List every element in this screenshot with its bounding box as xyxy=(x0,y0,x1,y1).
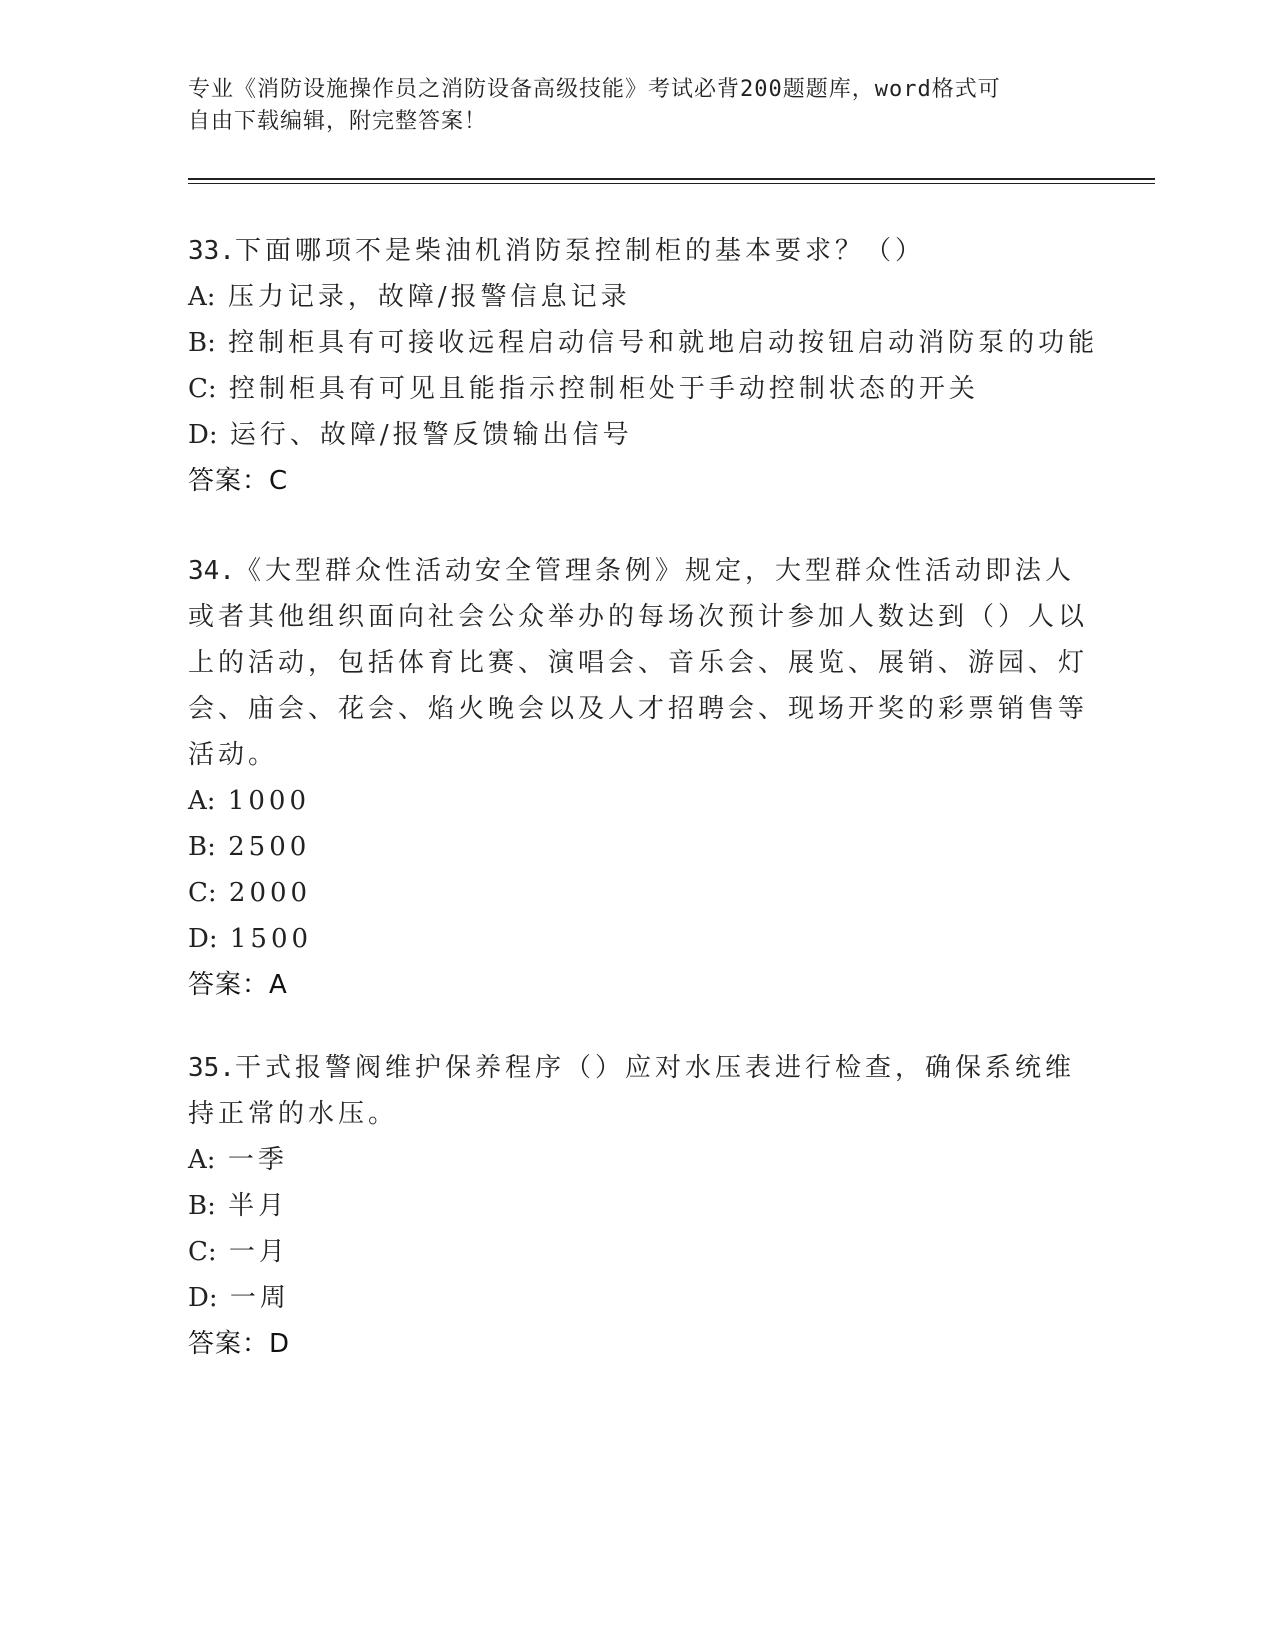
question-33 xyxy=(188,228,1099,504)
question-35 xyxy=(188,1045,1088,1367)
option-b xyxy=(188,824,1088,870)
option-key: A: xyxy=(188,786,216,816)
option-text: 2500 xyxy=(228,832,311,862)
question-34 xyxy=(188,548,1088,1008)
option-text: 控制柜具有可见且能指示控制柜处于手动控制状态的开关 xyxy=(228,374,979,404)
header-line-2: 自由下载编辑，附完整答案！ xyxy=(188,109,488,134)
option-key: C: xyxy=(188,878,217,908)
option-text: 半月 xyxy=(228,1191,289,1221)
option-text: 1000 xyxy=(227,786,310,816)
option-key: C: xyxy=(188,1237,217,1267)
question-number: 34. xyxy=(188,556,235,586)
header-divider-thick xyxy=(188,178,1155,180)
option-text: 1500 xyxy=(229,924,313,954)
option-text: 运行、故障/报警反馈输出信号 xyxy=(229,420,633,450)
option-key: D: xyxy=(188,1283,218,1313)
option-key: B: xyxy=(188,832,216,862)
header-divider-thin xyxy=(188,183,1155,184)
option-text: 一季 xyxy=(227,1145,288,1175)
option-a xyxy=(188,1137,1088,1183)
option-c xyxy=(188,366,1088,412)
answer: 答案：A xyxy=(188,970,288,1000)
option-b xyxy=(188,1183,1088,1229)
option-d xyxy=(188,1275,1088,1321)
option-text: 压力记录，故障/报警信息记录 xyxy=(227,282,631,312)
option-c xyxy=(188,870,1088,916)
option-key: B: xyxy=(188,1191,216,1221)
answer: 答案：D xyxy=(188,1329,291,1359)
question-text: 干式报警阀维护保养程序（）应对水压表进行检查，确保系统维持正常的水压。 xyxy=(188,1053,1075,1129)
option-c xyxy=(188,1229,1088,1275)
option-key: D: xyxy=(188,420,218,450)
option-d xyxy=(188,916,1088,962)
option-text: 一周 xyxy=(229,1283,290,1313)
option-key: A: xyxy=(188,282,216,312)
header-line-1: 专业《消防设施操作员之消防设备高级技能》考试必背200题题库，word格式可 xyxy=(188,77,1001,102)
question-stem xyxy=(188,1045,1088,1137)
option-d xyxy=(188,412,1088,458)
option-key: D: xyxy=(188,924,218,954)
question-stem xyxy=(188,548,1088,778)
question-text: 下面哪项不是柴油机消防泵控制柜的基本要求？（） xyxy=(234,236,925,266)
option-a xyxy=(188,274,1088,320)
option-text: 控制柜具有可接收远程启动信号和就地启动按钮启动消防泵的功能 xyxy=(228,328,1099,358)
question-stem xyxy=(188,228,1088,274)
document-header xyxy=(188,74,1068,138)
question-number: 35. xyxy=(188,1053,235,1083)
option-key: C: xyxy=(188,374,217,404)
option-b xyxy=(188,320,1099,366)
option-text: 2000 xyxy=(228,878,312,908)
option-key: A: xyxy=(188,1145,216,1175)
question-text: 《大型群众性活动安全管理条例》规定，大型群众性活动即法人或者其他组织面向社会公众举办的每场次预计参加人数达到（）人以上的活动，包括体育比赛、演唱会、音乐会、展览、展销、游园、灯会、庙会、花会、焰火晚会以及人才招聘会、现场开奖的彩票销售等活动。 xyxy=(188,556,1089,770)
question-number: 33. xyxy=(188,236,235,266)
option-key: B: xyxy=(188,328,216,358)
option-a xyxy=(188,778,1088,824)
option-text: 一月 xyxy=(228,1237,289,1267)
answer: 答案：C xyxy=(188,466,289,496)
